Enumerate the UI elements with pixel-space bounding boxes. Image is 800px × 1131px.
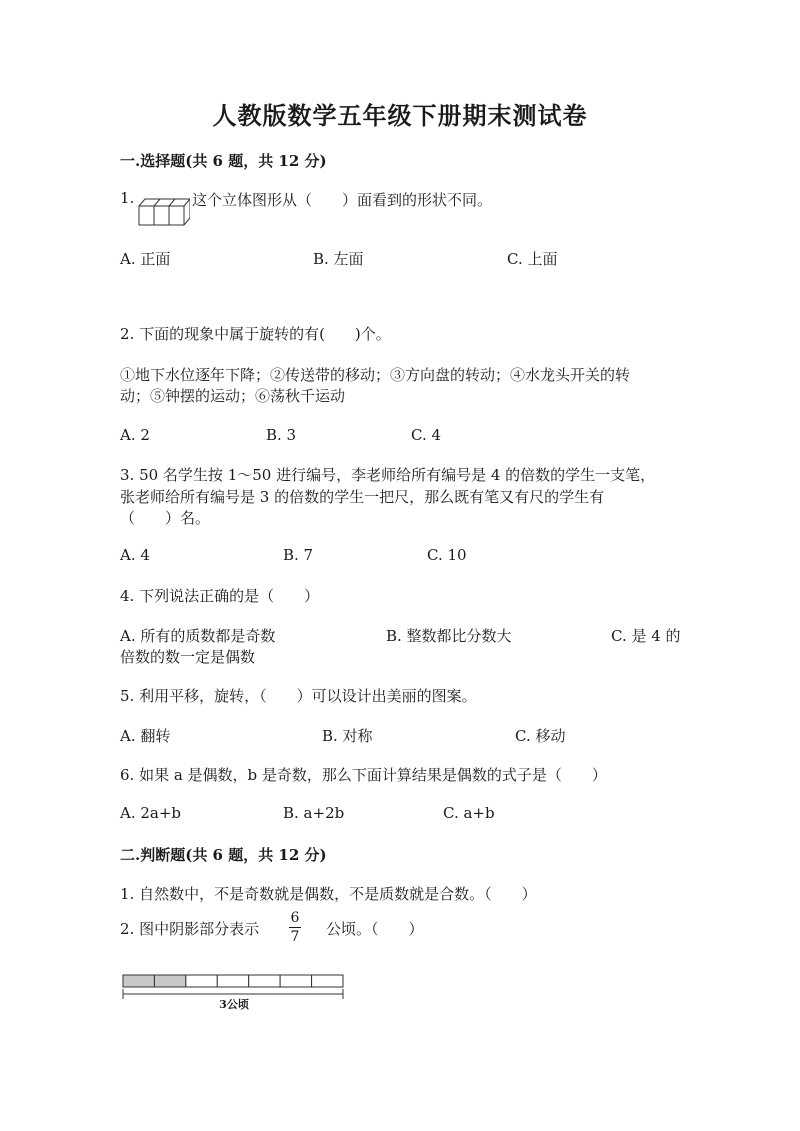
question-text: 1. 自然数中，不是奇数就是偶数，不是质数就是合数。（ ） <box>120 885 537 903</box>
fraction <box>289 910 301 945</box>
question-number: 1. <box>120 189 135 207</box>
page-title: 人教版数学五年级下册期末测试卷 <box>212 101 588 130</box>
question-line: （ ）名。 <box>120 509 211 527</box>
blank-segment <box>280 975 311 987</box>
option-c: C. 是 4 的 <box>611 627 681 645</box>
hectare-bar-figure <box>122 974 346 1014</box>
shaded-segment <box>123 975 154 987</box>
question-text: 6. 如果 a 是偶数，b 是奇数，那么下面计算结果是偶数的式子是（ ） <box>120 766 607 784</box>
option-c: C. 10 <box>427 546 467 564</box>
option-a: A. 所有的质数都是奇数 <box>120 627 276 645</box>
shaded-segment <box>154 975 185 987</box>
question-line: 动；⑤钟摆的运动；⑥荡秋千运动 <box>120 387 346 405</box>
option-b: B. 左面 <box>313 250 364 268</box>
option-a: A. 翻转 <box>120 727 171 745</box>
option-a: A. 2a+b <box>120 804 182 822</box>
option-c: C. 移动 <box>515 727 566 745</box>
question-line: 3. 50 名学生按 1～50 进行编号，李老师给所有编号是 4 的倍数的学生一支笔， <box>120 466 656 484</box>
blank-segment <box>217 975 248 987</box>
fraction-denominator: 7 <box>290 929 300 945</box>
question-text: 这个立体图形从（ ）面看到的形状不同。 <box>192 191 493 209</box>
question-text: 2. 下面的现象中属于旋转的有( )个。 <box>120 325 391 343</box>
question-text-before: 2. 图中阴影部分表示 <box>120 920 260 938</box>
section-heading-judgement: 二.判断题(共 6 题，共 12 分) <box>120 846 327 864</box>
option-b: B. 对称 <box>322 727 373 745</box>
option-c: C. 上面 <box>507 250 558 268</box>
option-a: A. 4 <box>120 546 150 564</box>
question-text: 5. 利用平移，旋转，（ ）可以设计出美丽的图案。 <box>120 687 477 705</box>
bar-total-label: 3公顷 <box>216 998 252 1011</box>
cube-figure <box>138 197 190 227</box>
option-a: A. 2 <box>120 426 150 444</box>
question-line: 张老师给所有编号是 3 的倍数的学生一把尺，那么既有笔又有尺的学生有 <box>120 488 605 506</box>
option-c: C. 4 <box>411 426 442 444</box>
question-text-after: 公顷。（ ） <box>326 920 424 938</box>
option-a: A. 正面 <box>120 250 171 268</box>
fraction-bar <box>289 927 301 928</box>
question-line: ①地下水位逐年下降；②传送带的移动；③方向盘的转动；④水龙头开关的转 <box>120 366 631 384</box>
fraction-numerator: 6 <box>290 910 300 926</box>
blank-segment <box>186 975 217 987</box>
option-b: B. 7 <box>283 546 314 564</box>
option-b: B. 3 <box>266 426 297 444</box>
blank-segment <box>249 975 280 987</box>
option-b: B. 整数都比分数大 <box>386 627 512 645</box>
option-c: C. a+b <box>443 804 495 822</box>
option-b: B. a+2b <box>283 804 345 822</box>
option-continuation: 倍数的数一定是偶数 <box>120 648 256 666</box>
section-heading-choice: 一.选择题(共 6 题，共 12 分) <box>120 152 327 170</box>
blank-segment <box>312 975 343 987</box>
question-text: 4. 下列说法正确的是（ ） <box>120 587 320 605</box>
